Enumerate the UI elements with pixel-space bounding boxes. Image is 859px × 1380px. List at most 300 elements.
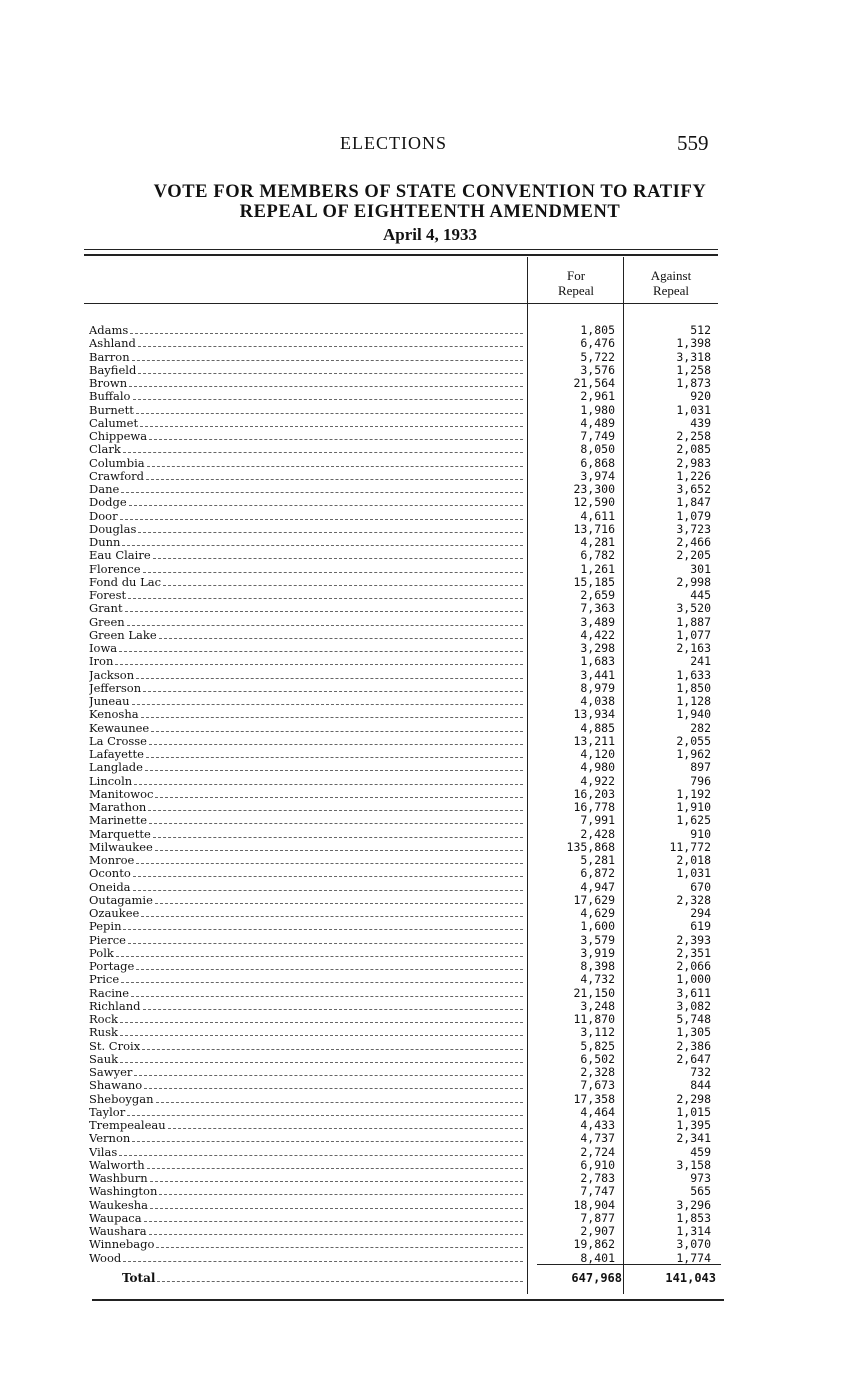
for-repeal-value: 7,877 xyxy=(580,1210,615,1225)
table-row xyxy=(89,1000,523,1013)
for-repeal-value: 135,868 xyxy=(566,839,615,854)
against-repeal-value: 1,633 xyxy=(676,667,711,682)
county-name: Dunn xyxy=(89,536,121,549)
dot-leader xyxy=(123,443,523,453)
table-row xyxy=(89,351,523,364)
table-row xyxy=(89,576,523,589)
for-repeal-column xyxy=(540,324,615,1265)
for-repeal-value: 2,428 xyxy=(580,826,615,841)
county-name: Wood xyxy=(89,1251,122,1265)
table-row xyxy=(89,404,523,417)
against-repeal-value: 512 xyxy=(690,323,711,337)
against-repeal-value: 1,962 xyxy=(676,747,711,761)
dot-leader xyxy=(142,1040,523,1050)
table-row xyxy=(89,761,523,774)
for-repeal-value: 2,961 xyxy=(580,389,615,404)
table-row xyxy=(89,523,523,536)
table-row xyxy=(89,934,523,947)
county-name: La Crosse xyxy=(89,734,147,748)
for-repeal-value: 7,991 xyxy=(580,813,615,828)
dot-leader xyxy=(146,748,523,758)
dot-leader xyxy=(121,973,523,983)
dot-leader xyxy=(115,655,523,665)
against-repeal-value: 565 xyxy=(690,1184,711,1199)
against-repeal-value: 3,296 xyxy=(676,1197,711,1212)
against-repeal-value: 1,398 xyxy=(676,336,711,351)
dot-leader xyxy=(116,947,523,957)
against-repeal-value: 2,205 xyxy=(676,548,711,563)
dot-leader xyxy=(143,1000,524,1010)
against-repeal-value: 1,015 xyxy=(676,1104,711,1119)
county-name: Pierce xyxy=(89,933,126,947)
for-repeal-value: 4,281 xyxy=(580,535,615,549)
dot-leader xyxy=(133,881,523,891)
table-row xyxy=(89,1185,523,1198)
table-row xyxy=(89,973,523,986)
dot-leader xyxy=(120,1026,523,1036)
for-repeal-value: 3,112 xyxy=(580,1025,615,1040)
dot-leader xyxy=(153,549,523,559)
for-repeal-value: 17,629 xyxy=(573,892,615,907)
county-name: Ashland xyxy=(89,337,136,351)
title-line-1: VOTE FOR MEMBERS OF STATE CONVENTION TO RATIFY xyxy=(153,182,707,202)
against-repeal-value: 3,082 xyxy=(676,998,711,1013)
dot-leader xyxy=(155,841,523,851)
table-row xyxy=(89,536,523,549)
dot-leader xyxy=(120,1053,523,1063)
dot-leader xyxy=(129,377,523,387)
county-name: Iron xyxy=(89,655,114,669)
for-repeal-value: 13,211 xyxy=(573,733,615,748)
dot-leader xyxy=(134,1066,523,1076)
for-repeal-value: 2,659 xyxy=(580,588,615,602)
for-repeal-value: 4,038 xyxy=(580,694,615,708)
for-repeal-value: 1,261 xyxy=(580,561,615,576)
dot-leader xyxy=(147,457,523,467)
table-row xyxy=(89,695,523,708)
for-repeal-value: 3,298 xyxy=(580,641,615,655)
against-repeal-column xyxy=(636,324,711,1265)
table-row xyxy=(89,1132,523,1145)
county-name: Green xyxy=(89,615,125,629)
county-name: Outagamie xyxy=(89,893,153,907)
table-row xyxy=(89,377,523,390)
for-repeal-value: 2,907 xyxy=(580,1224,615,1238)
county-name: Ozaukee xyxy=(89,907,140,920)
section-name: ELECTIONS xyxy=(340,133,447,153)
for-repeal-value: 15,185 xyxy=(573,574,615,589)
running-head xyxy=(0,133,859,157)
county-name: Walworth xyxy=(89,1158,145,1172)
for-repeal-value: 13,934 xyxy=(573,707,615,722)
against-repeal-value: 1,305 xyxy=(676,1025,711,1040)
for-repeal-value: 4,737 xyxy=(580,1131,615,1146)
county-name: Price xyxy=(89,973,120,987)
against-repeal-value: 2,386 xyxy=(676,1038,711,1053)
against-repeal-value: 3,158 xyxy=(676,1157,711,1172)
county-name: Marquette xyxy=(89,827,151,841)
for-repeal-value: 4,422 xyxy=(580,627,615,642)
for-repeal-value: 3,919 xyxy=(580,945,615,960)
total-row xyxy=(122,1271,523,1285)
dot-leader xyxy=(156,1093,524,1103)
for-repeal-value: 1,683 xyxy=(580,654,615,669)
against-repeal-value: 1,314 xyxy=(676,1224,711,1238)
county-name: Washington xyxy=(89,1185,158,1199)
total-leader xyxy=(157,1272,523,1282)
against-repeal-value: 910 xyxy=(690,826,711,841)
table-row xyxy=(89,1053,523,1066)
table-row xyxy=(89,960,523,973)
table-row xyxy=(89,1119,523,1132)
for-repeal-value: 6,910 xyxy=(580,1157,615,1172)
dot-leader xyxy=(148,801,523,811)
dot-leader xyxy=(131,987,523,997)
table-row xyxy=(89,867,523,880)
table-row xyxy=(89,748,523,761)
table-row xyxy=(89,602,523,615)
against-repeal-value: 301 xyxy=(690,561,711,576)
for-repeal-value: 4,629 xyxy=(580,906,615,920)
table-row xyxy=(89,1172,523,1185)
for-repeal-value: 5,281 xyxy=(580,853,615,867)
county-name: Kewaunee xyxy=(89,721,150,735)
table-row xyxy=(89,457,523,470)
for-repeal-value: 3,579 xyxy=(580,932,615,947)
table-row xyxy=(89,1013,523,1026)
table-row xyxy=(89,722,523,735)
bottom-rule xyxy=(92,1299,724,1301)
against-repeal-value: 920 xyxy=(690,389,711,404)
for-repeal-value: 16,778 xyxy=(573,800,615,814)
for-repeal-value: 18,904 xyxy=(573,1197,615,1212)
election-date: April 4, 1933 xyxy=(383,225,477,244)
for-repeal-value: 7,673 xyxy=(580,1078,615,1093)
for-repeal-value: 8,401 xyxy=(580,1250,615,1265)
dot-leader xyxy=(150,1199,523,1209)
table-row xyxy=(89,708,523,721)
county-name: Monroe xyxy=(89,854,135,867)
dot-leader xyxy=(132,351,523,361)
total-label: Total xyxy=(122,1271,156,1285)
dot-leader xyxy=(159,1185,523,1195)
table-row xyxy=(89,788,523,801)
against-repeal-value: 2,163 xyxy=(676,641,711,655)
dot-leader xyxy=(136,404,523,414)
county-name: Rusk xyxy=(89,1026,118,1040)
county-name: Marathon xyxy=(89,801,147,814)
table-row xyxy=(89,549,523,562)
for-repeal-value: 23,300 xyxy=(573,482,615,496)
for-repeal-value: 4,611 xyxy=(580,508,615,523)
county-name: Richland xyxy=(89,999,141,1013)
top-double-rule-upper xyxy=(84,249,718,250)
for-repeal-value: 4,947 xyxy=(580,879,615,894)
county-name: Waukesha xyxy=(89,1198,149,1212)
total-against: 141,043 xyxy=(665,1271,716,1285)
dot-leader xyxy=(159,629,523,639)
table-row xyxy=(89,920,523,933)
for-repeal-value: 2,783 xyxy=(580,1171,615,1185)
table-row xyxy=(89,563,523,576)
dot-leader xyxy=(151,722,523,732)
for-repeal-value: 6,872 xyxy=(580,866,615,881)
dot-leader xyxy=(147,1159,523,1169)
dot-leader xyxy=(119,642,523,652)
dot-leader xyxy=(145,761,523,771)
county-name: Washburn xyxy=(89,1172,148,1185)
dot-leader xyxy=(149,814,523,824)
dot-leader xyxy=(138,337,523,347)
table-row xyxy=(89,987,523,1000)
for-repeal-value: 21,564 xyxy=(573,376,615,390)
table-row xyxy=(89,642,523,655)
for-repeal-value: 2,724 xyxy=(580,1144,615,1159)
for-repeal-value: 4,980 xyxy=(580,760,615,775)
against-repeal-value: 1,395 xyxy=(676,1118,711,1132)
against-repeal-value: 1,000 xyxy=(676,972,711,987)
county-name: Shawano xyxy=(89,1079,143,1093)
county-name: St. Croix xyxy=(89,1039,141,1053)
dot-leader xyxy=(138,523,523,533)
against-repeal-value: 5,748 xyxy=(676,1012,711,1026)
dot-leader xyxy=(128,589,523,599)
for-repeal-value: 5,825 xyxy=(580,1038,615,1053)
for-repeal-value: 11,870 xyxy=(573,1012,615,1026)
dot-leader xyxy=(141,907,523,917)
col-head-against-line1: Against xyxy=(650,268,692,283)
dot-leader xyxy=(136,669,523,679)
county-name: Buffalo xyxy=(89,390,131,404)
table-row xyxy=(89,1146,523,1159)
county-name: Milwaukee xyxy=(89,840,153,854)
table-row xyxy=(89,1212,523,1225)
against-repeal-value: 2,055 xyxy=(676,733,711,748)
against-repeal-value: 2,647 xyxy=(676,1051,711,1066)
against-repeal-value: 2,983 xyxy=(676,455,711,470)
table-row xyxy=(89,629,523,642)
against-repeal-value: 2,998 xyxy=(676,574,711,589)
county-name: Portage xyxy=(89,960,135,973)
for-repeal-value: 4,885 xyxy=(580,720,615,735)
against-repeal-value: 294 xyxy=(690,906,711,920)
table-row xyxy=(89,1040,523,1053)
county-name: Sauk xyxy=(89,1052,119,1066)
column-divider-left xyxy=(527,257,528,1294)
dot-leader xyxy=(155,788,523,798)
county-name: Kenosha xyxy=(89,708,139,722)
table-row xyxy=(89,669,523,682)
for-repeal-value: 4,464 xyxy=(580,1104,615,1119)
table-row xyxy=(89,814,523,827)
for-repeal-value: 17,358 xyxy=(573,1091,615,1106)
against-repeal-value: 2,341 xyxy=(676,1131,711,1146)
col-head-for xyxy=(531,268,621,298)
dot-leader xyxy=(168,1119,523,1129)
table-row xyxy=(89,483,523,496)
table-row xyxy=(89,337,523,350)
county-name: Langlade xyxy=(89,761,143,775)
county-name: Waushara xyxy=(89,1225,147,1238)
county-name: Lafayette xyxy=(89,748,144,761)
against-repeal-value: 2,393 xyxy=(676,932,711,947)
county-name: Manitowoc xyxy=(89,787,154,801)
table-row xyxy=(89,1199,523,1212)
table-row xyxy=(89,470,523,483)
dot-leader xyxy=(153,828,523,838)
against-repeal-value: 2,328 xyxy=(676,892,711,907)
against-repeal-value: 1,077 xyxy=(676,627,711,642)
against-repeal-value: 1,625 xyxy=(676,813,711,828)
for-repeal-value: 3,248 xyxy=(580,998,615,1013)
dot-leader xyxy=(132,1132,523,1142)
dot-leader xyxy=(136,854,523,864)
dot-leader xyxy=(123,920,523,930)
table-row xyxy=(89,841,523,854)
against-repeal-value: 3,318 xyxy=(676,349,711,364)
county-name: Columbia xyxy=(89,456,145,470)
against-repeal-value: 2,298 xyxy=(676,1091,711,1106)
dot-leader xyxy=(128,934,523,944)
county-name: Calumet xyxy=(89,416,139,430)
col-head-against-line2: Repeal xyxy=(652,283,690,298)
against-repeal-value: 1,226 xyxy=(676,468,711,483)
dot-leader xyxy=(129,496,523,506)
dot-leader xyxy=(146,470,523,480)
county-name: Forest xyxy=(89,589,127,602)
table-row xyxy=(89,1026,523,1039)
dot-leader xyxy=(149,735,523,745)
county-name: Taylor xyxy=(89,1105,126,1119)
dot-leader xyxy=(133,390,524,400)
dot-leader xyxy=(134,775,523,785)
total-for: 647,968 xyxy=(571,1271,622,1285)
county-name: Pepin xyxy=(89,920,122,934)
for-repeal-value: 8,979 xyxy=(580,680,615,695)
for-repeal-value: 13,716 xyxy=(573,521,615,536)
table-row xyxy=(89,589,523,602)
col-head-for-line2: Repeal xyxy=(557,283,595,298)
for-repeal-value: 4,732 xyxy=(580,972,615,987)
against-repeal-value: 439 xyxy=(690,415,711,430)
table-row xyxy=(89,1066,523,1079)
table-row xyxy=(89,801,523,814)
table-row xyxy=(89,443,523,456)
page-number: 559 xyxy=(677,131,709,155)
table-row xyxy=(89,828,523,841)
for-repeal-value: 3,489 xyxy=(580,614,615,629)
column-divider-right xyxy=(623,257,624,1294)
against-repeal-value: 1,128 xyxy=(676,694,711,708)
county-name: Lincoln xyxy=(89,774,133,788)
against-repeal-value: 1,847 xyxy=(676,495,711,510)
dot-leader xyxy=(119,1146,523,1156)
dot-leader xyxy=(144,1212,523,1222)
county-name: Florence xyxy=(89,562,141,576)
county-name: Bayfield xyxy=(89,363,137,377)
table-row xyxy=(89,616,523,629)
county-name: Iowa xyxy=(89,642,118,655)
for-repeal-value: 7,749 xyxy=(580,429,615,443)
county-name: Rock xyxy=(89,1013,118,1026)
county-name: Jefferson xyxy=(89,681,142,695)
against-repeal-value: 2,085 xyxy=(676,442,711,457)
county-name: Door xyxy=(89,509,118,523)
against-repeal-value: 897 xyxy=(690,760,711,775)
table-row xyxy=(89,947,523,960)
against-repeal-value: 459 xyxy=(690,1144,711,1159)
county-name: Racine xyxy=(89,986,130,1000)
against-repeal-value: 1,873 xyxy=(676,376,711,390)
against-repeal-value: 3,723 xyxy=(676,521,711,536)
county-name: Brown xyxy=(89,377,128,390)
county-name: Vilas xyxy=(89,1145,118,1159)
dot-leader xyxy=(138,364,523,374)
table-title xyxy=(80,182,780,222)
table-row xyxy=(89,364,523,377)
for-repeal-value: 1,805 xyxy=(580,323,615,337)
against-repeal-value: 1,258 xyxy=(676,362,711,377)
for-repeal-value: 2,328 xyxy=(580,1065,615,1079)
against-repeal-value: 619 xyxy=(690,919,711,934)
dot-leader xyxy=(140,417,523,427)
county-name: Trempealeau xyxy=(89,1119,166,1132)
for-repeal-value: 19,862 xyxy=(573,1237,615,1252)
table-row xyxy=(89,1093,523,1106)
table-row xyxy=(89,907,523,920)
dot-leader xyxy=(121,483,523,493)
against-repeal-value: 1,910 xyxy=(676,800,711,814)
against-repeal-value: 1,940 xyxy=(676,707,711,722)
for-repeal-value: 4,489 xyxy=(580,415,615,430)
dot-leader xyxy=(122,536,523,546)
dot-leader xyxy=(163,576,523,586)
against-repeal-value: 1,192 xyxy=(676,786,711,801)
for-repeal-value: 6,782 xyxy=(580,548,615,563)
county-name: Adams xyxy=(89,324,129,337)
for-repeal-value: 6,476 xyxy=(580,336,615,351)
county-list xyxy=(89,324,523,1265)
for-repeal-value: 5,722 xyxy=(580,349,615,364)
county-name: Oneida xyxy=(89,880,131,894)
for-repeal-value: 6,868 xyxy=(580,455,615,470)
dot-leader xyxy=(132,695,524,705)
dot-leader xyxy=(130,324,523,334)
table-row xyxy=(89,655,523,668)
table-row xyxy=(89,1252,523,1265)
for-repeal-value: 3,576 xyxy=(580,362,615,377)
dot-leader xyxy=(141,708,523,718)
table-row xyxy=(89,417,523,430)
against-repeal-value: 732 xyxy=(690,1065,711,1079)
against-repeal-value: 241 xyxy=(690,654,711,669)
dot-leader xyxy=(120,510,523,520)
dot-leader xyxy=(150,1172,523,1182)
table-row xyxy=(89,775,523,788)
county-name: Grant xyxy=(89,602,123,616)
dot-leader xyxy=(143,563,523,573)
dot-leader xyxy=(133,867,523,877)
for-repeal-value: 12,590 xyxy=(573,495,615,510)
for-repeal-value: 3,441 xyxy=(580,667,615,682)
dot-leader xyxy=(144,1079,523,1089)
for-repeal-value: 21,150 xyxy=(573,985,615,1000)
county-name: Juneau xyxy=(89,695,130,708)
table-row xyxy=(89,1079,523,1092)
for-repeal-value: 1,600 xyxy=(580,919,615,934)
dot-leader xyxy=(136,960,523,970)
dot-leader xyxy=(125,602,523,612)
